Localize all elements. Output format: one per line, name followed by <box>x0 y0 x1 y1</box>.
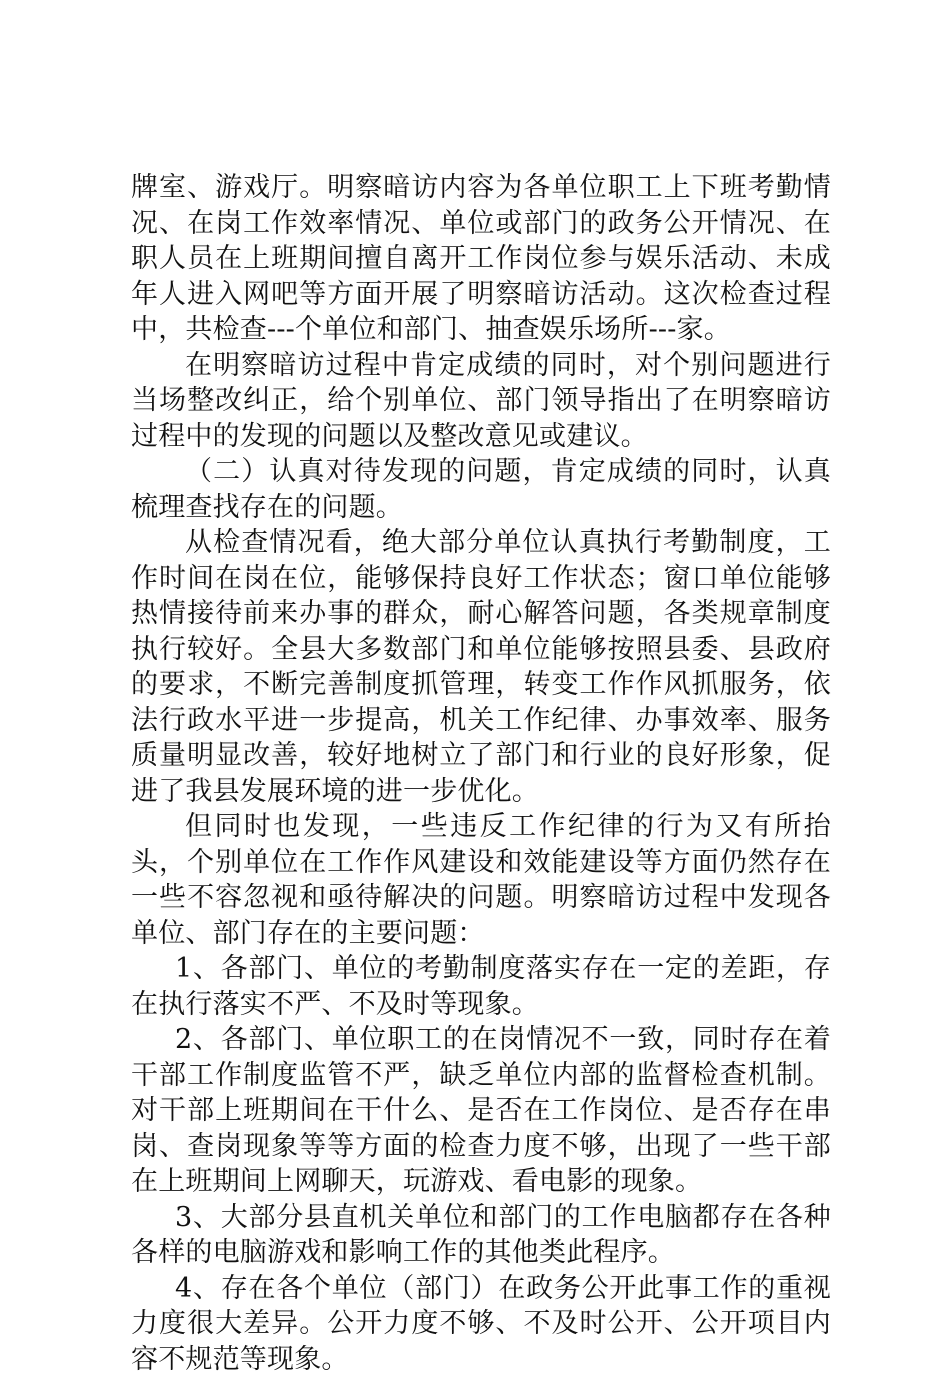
problem-item-3: 3、大部分县直机关单位和部门的工作电脑都存在各种各样的电脑游戏和影响工作的其他类此程序。 <box>131 1200 831 1271</box>
section-heading-2: （二）认真对待发现的问题，肯定成绩的同时，认真梳理查找存在的问题。 <box>131 454 831 525</box>
paragraph-rectification: 在明察暗访过程中肯定成绩的同时，对个别问题进行当场整改纠正，给个别单位、部门领导指出了在明察暗访过程中的发现的问题以及整改意见或建议。 <box>131 348 831 455</box>
problem-item-4: 4、存在各个单位（部门）在政务公开此事工作的重视力度很大差异。公开力度不够、不及时公开、公开项目内容不规范等现象。 <box>131 1271 831 1377</box>
paragraph-problems-intro: 但同时也发现，一些违反工作纪律的行为又有所抬头，个别单位在工作作风建设和效能建设等方面仍然存在一些不容忽视和亟待解决的问题。明察暗访过程中发现各单位、部门存在的主要问题： <box>131 809 831 951</box>
problem-item-1: 1、各部门、单位的考勤制度落实存在一定的差距，存在执行落实不严、不及时等现象。 <box>131 951 831 1022</box>
problem-item-2: 2、各部门、单位职工的在岗情况不一致，同时存在着干部工作制度监管不严，缺乏单位内部的监督检查机制。对干部上班期间在干什么、是否在工作岗位、是否存在串岗、查岗现象等等方面的检查力度不够，出现了一些干部在上班期间上网聊天，玩游戏、看电影的现象。 <box>131 1022 831 1200</box>
paragraph-inspection-findings: 从检查情况看，绝大部分单位认真执行考勤制度，工作时间在岗在位，能够保持良好工作状态；窗口单位能够热情接待前来办事的群众，耐心解答问题，各类规章制度执行较好。全县大多数部门和单位能够按照县委、县政府的要求，不断完善制度抓管理，转变工作作风抓服务，依法行政水平进一步提高，机关工作纪律、办事效率、服务质量明显改善，较好地树立了部门和行业的良好形象，促进了我县发展环境的进一步优化。 <box>131 525 831 809</box>
document-page <box>131 170 831 1377</box>
paragraph-continuation: 牌室、游戏厅。明察暗访内容为各单位职工上下班考勤情况、在岗工作效率情况、单位或部门的政务公开情况、在职人员在上班期间擅自离开工作岗位参与娱乐活动、未成年人进入网吧等方面开展了明察暗访活动。这次检查过程中，共检查---个单位和部门、抽查娱乐场所---家。 <box>131 170 831 348</box>
